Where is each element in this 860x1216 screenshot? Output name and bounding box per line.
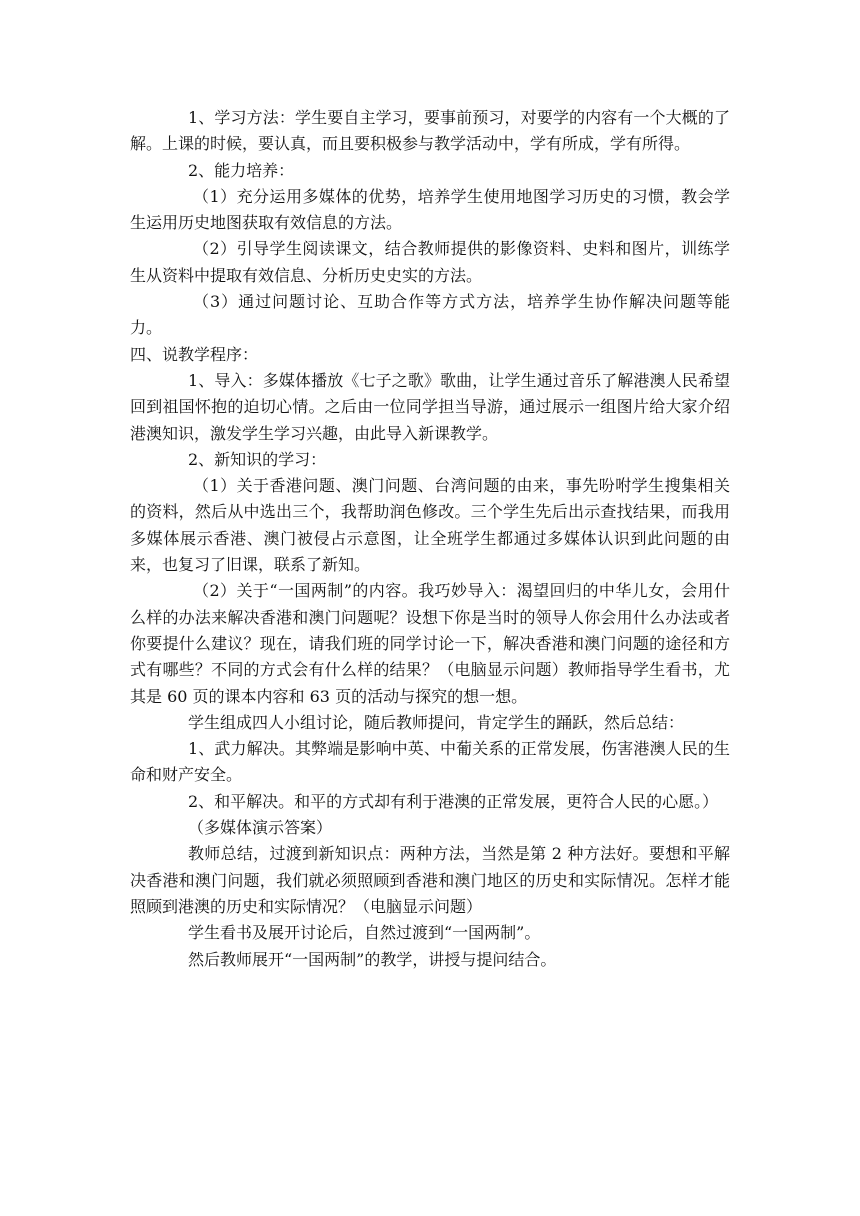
paragraph-armed-solution: 1、武力解决。其弊端是影响中英、中葡关系的正常发展，伤害港澳人民的生命和财产安全。 — [130, 739, 730, 785]
paragraph-ability-1: （1）充分运用多媒体的优势，培养学生使用地图学习历史的习惯，教会学生运用历史地图获取有效信息的方法。 — [130, 186, 730, 233]
paragraph-student-reading: 学生看书及展开讨论后，自然过渡到“一国两制”。 — [188, 923, 541, 943]
document-page — [130, 105, 730, 973]
paragraph-introduction: 1、导入：多媒体播放《七子之歌》歌曲，让学生通过音乐了解港澳人民希望回到祖国怀抱的迫切心情。之后由一位同学担当导游，通过展示一组图片给大家介绍港澳知识，激发学生学习兴趣，由此导入新课教学。 — [130, 370, 730, 443]
section-heading-procedure: 四、说教学程序： — [130, 344, 259, 364]
paragraph-group-discussion: 学生组成四人小组讨论，随后教师提问，肯定学生的踊跃，然后总结： — [188, 712, 685, 732]
paragraph-new-knowledge-2: （2）关于“一国两制”的内容。我巧妙导入：渴望回归的中华儿女，会用什么样的办法来解决香港和澳门问题呢？设想下你是当时的领导人你会用什么办法或者你要提什么建议？现在，请我们班的同学讨论一下，解决香港和澳门问题的途径和方式有哪些？不同的方式会有什么样的结果？（电脑显示问题）教师指导学生看书，尤其是 60 页的课本内容和 63 页的活动与探究的想一想。 — [130, 581, 730, 706]
paragraph-ability-heading: 2、能力培养： — [188, 160, 295, 180]
paragraph-teacher-summary: 教师总结，过渡到新知识点：两种方法，当然是第 2 种方法好。要想和平解决香港和澳门问题，我们就必须照顾到香港和澳门地区的历史和实际情况。怎样才能照顾到港澳的历史和实际情况？（电脑显示问题） — [130, 844, 730, 916]
paragraph-ability-2: （2）引导学生阅读课文，结合教师提供的影像资料、史料和图片，训练学生从资料中提取有效信息、分析历史史实的方法。 — [130, 239, 730, 285]
paragraph-ability-3: （3）通过问题讨论、互助合作等方式方法，培养学生协作解决问题等能力。 — [130, 292, 730, 338]
paragraph-peaceful-solution: 2、和平解决。和平的方式却有利于港澳的正常发展，更符合人民的心愿。） — [188, 791, 719, 811]
paragraph-new-knowledge-1: （1）关于香港问题、澳门问题、台湾问题的由来，事先吩咐学生搜集相关的资料，然后从中选出三个，我帮助润色修改。三个学生先后出示查找结果，而我用多媒体展示香港、澳门被侵占示意图，让全班学生都通过多媒体认识到此问题的由来，也复习了旧课，联系了新知。 — [130, 476, 730, 575]
paragraph-learning-method: 1、学习方法：学生要自主学习，要事前预习，对要学的内容有一个大概的了解。上课的时候，要认真，而且要积极参与教学活动中，学有所成，学有所得。 — [130, 108, 730, 154]
paragraph-teacher-instruction: 然后教师展开“一国两制”的教学，讲授与提问结合。 — [188, 949, 557, 969]
paragraph-multimedia-answer: （多媒体演示答案） — [188, 818, 333, 838]
paragraph-new-knowledge-heading: 2、新知识的学习： — [188, 449, 327, 469]
